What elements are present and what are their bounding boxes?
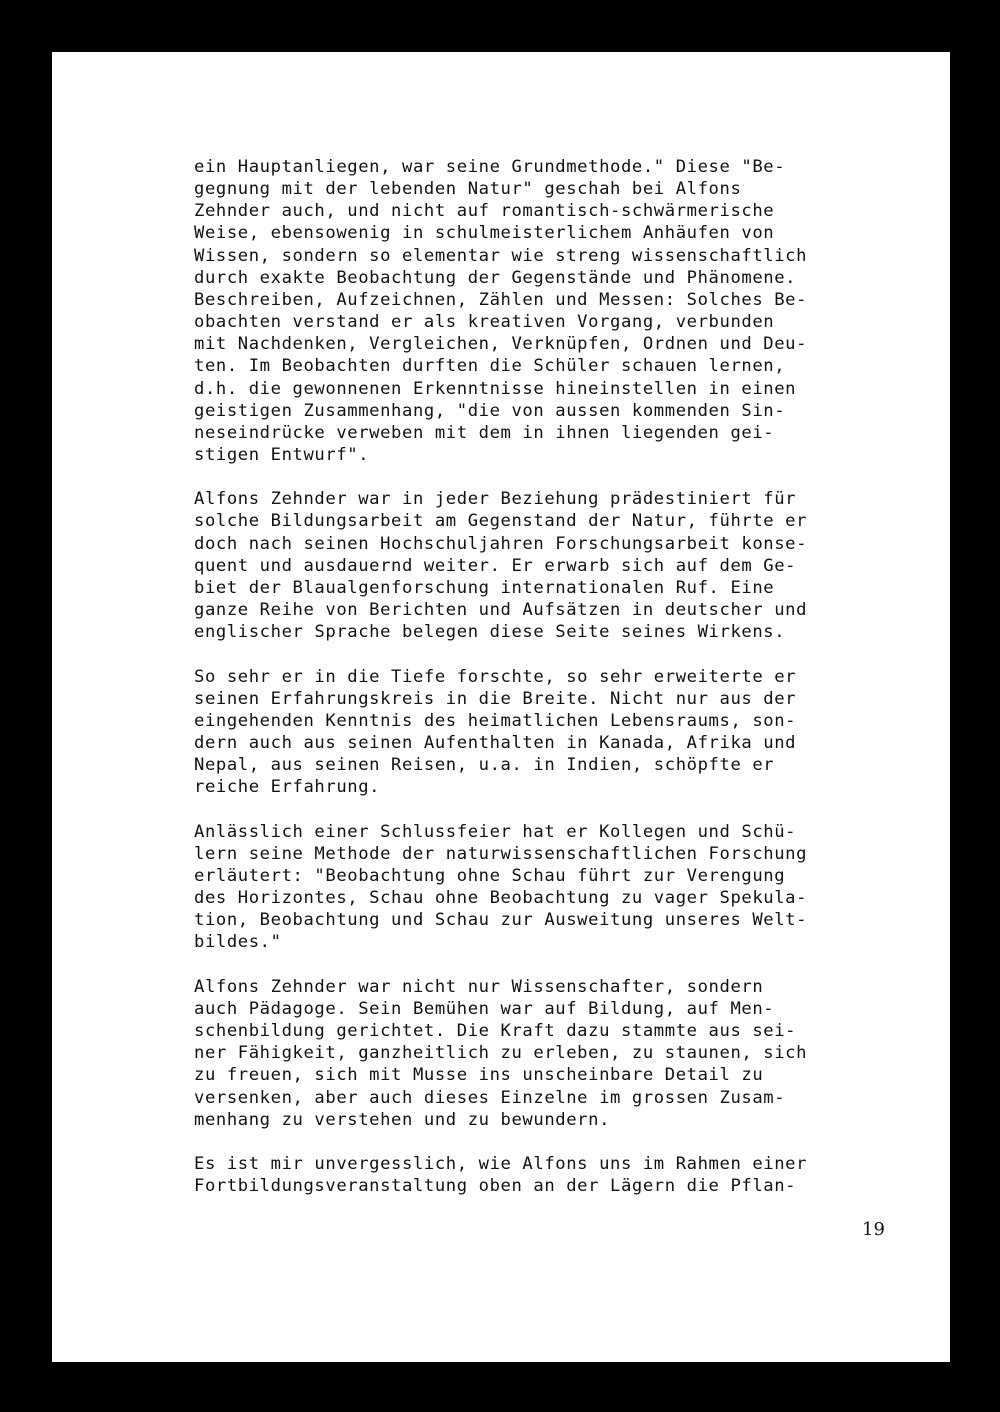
paragraph	[194, 976, 894, 1131]
text-line: Beschreiben, Aufzeichnen, Zählen und Messen: Solches Be-	[194, 289, 808, 310]
text-line: doch nach seinen Hochschuljahren Forschungsarbeit konse-	[194, 533, 808, 554]
text-line: Fortbildungsveranstaltung oben an der Lägern die Pflan-	[194, 1176, 797, 1197]
text-line: ein Hauptanliegen, war seine Grundmethode." Diese "Be-	[194, 157, 786, 177]
text-line: ganze Reihe von Berichten und Aufsätzen in deutscher und	[194, 600, 808, 621]
paragraph	[194, 156, 894, 466]
text-line: ner Fähigkeit, ganzheitlich zu erleben, zu staunen, sich	[194, 1043, 808, 1064]
text-line: mit Nachdenken, Vergleichen, Verknüpfen, Ordnen und Deu-	[194, 334, 808, 355]
text-line: seinen Erfahrungskreis in die Breite. Nicht nur aus der	[194, 688, 797, 709]
text-line: Alfons Zehnder war nicht nur Wissenschafter, sondern	[194, 976, 764, 997]
text-line: auch Pädagoge. Sein Bemühen war auf Bildung, auf Men-	[194, 998, 775, 1019]
paragraph	[194, 821, 894, 954]
text-line: eingehenden Kenntnis des heimatlichen Lebensraums, son-	[194, 710, 797, 731]
text-line: Alfons Zehnder war in jeder Beziehung prädestiniert für	[194, 489, 797, 510]
paragraph	[194, 488, 894, 643]
text-line: geistigen Zusammenhang, "die von aussen kommenden Sin-	[194, 400, 786, 421]
page-number: 19	[862, 1219, 885, 1240]
text-line: schenbildung gerichtet. Die Kraft dazu stammte aus sei-	[194, 1021, 797, 1042]
text-line: Anlässlich einer Schlussfeier hat er Kollegen und Schü-	[194, 821, 797, 842]
body-text	[194, 156, 894, 1219]
text-line: Zehnder auch, und nicht auf romantisch-schwärmerische	[194, 201, 775, 222]
text-line: obachten verstand er als kreativen Vorgang, verbunden	[194, 312, 775, 333]
document-page	[52, 52, 950, 1362]
text-line: gegnung mit der lebenden Natur" geschah bei Alfons	[194, 179, 742, 200]
text-line: quent und ausdauernd weiter. Er erwarb sich auf dem Ge-	[194, 555, 797, 576]
text-line: bildes."	[194, 932, 282, 953]
text-line: So sehr er in die Tiefe forschte, so sehr erweiterte er	[194, 666, 797, 687]
paragraph	[194, 666, 894, 799]
text-line: biet der Blaualgenforschung internationalen Ruf. Eine	[194, 577, 775, 598]
text-line: Nepal, aus seinen Reisen, u.a. in Indien, schöpfte er	[194, 755, 775, 776]
text-line: dern auch aus seinen Aufenthalten in Kanada, Afrika und	[194, 733, 797, 754]
text-line: erläutert: "Beobachtung ohne Schau führt zur Verengung	[194, 865, 786, 886]
text-line: Weise, ebensowenig in schulmeisterlichem Anhäufen von	[194, 223, 775, 244]
text-line: tion, Beobachtung und Schau zur Ausweitung unseres Welt-	[194, 910, 808, 931]
text-line: reiche Erfahrung.	[194, 777, 381, 798]
text-line: menhang zu verstehen und zu bewundern.	[194, 1109, 611, 1130]
text-line: versenken, aber auch dieses Einzelne im grossen Zusam-	[194, 1087, 786, 1108]
text-line: durch exakte Beobachtung der Gegenstände und Phänomene.	[194, 267, 797, 288]
text-line: englischer Sprache belegen diese Seite seines Wirkens.	[194, 622, 786, 643]
text-line: stigen Entwurf".	[194, 445, 370, 466]
text-line: neseindrücke verweben mit dem in ihnen liegenden gei-	[194, 422, 775, 443]
paragraph	[194, 1153, 894, 1197]
text-line: des Horizontes, Schau ohne Beobachtung zu vager Spekula-	[194, 888, 808, 909]
text-line: d.h. die gewonnenen Erkenntnisse hineinstellen in einen	[194, 378, 797, 399]
text-line: Wissen, sondern so elementar wie streng wissenschaftlich	[194, 245, 808, 266]
text-line: lern seine Methode der naturwissenschaftlichen Forschung	[194, 843, 808, 864]
text-line: Es ist mir unvergesslich, wie Alfons uns im Rahmen einer	[194, 1153, 808, 1174]
text-line: zu freuen, sich mit Musse ins unscheinbare Detail zu	[194, 1065, 764, 1086]
text-line: solche Bildungsarbeit am Gegenstand der Natur, führte er	[194, 511, 808, 532]
text-line: ten. Im Beobachten durften die Schüler schauen lernen,	[194, 356, 786, 377]
